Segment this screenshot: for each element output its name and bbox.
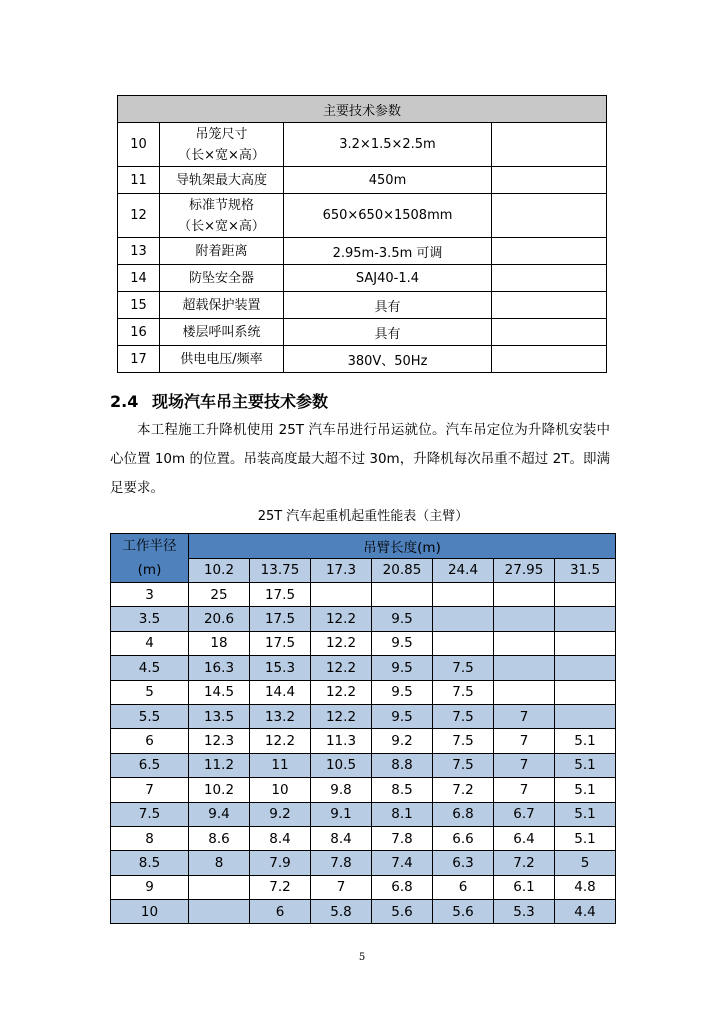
load-cell: 9.2 (372, 729, 433, 753)
load-cell: 7 (494, 753, 555, 777)
boom-length-cell: 27.95 (494, 558, 555, 583)
load-cell: 7 (494, 778, 555, 802)
spec-no: 16 (118, 319, 160, 346)
load-row (111, 704, 616, 728)
boom-length-cell: 17.3 (311, 558, 372, 583)
load-cell: 25 (189, 583, 250, 607)
spec-value: 650×650×1508mm (284, 194, 492, 238)
load-cell: 9.5 (372, 607, 433, 631)
load-cell: 10 (250, 778, 311, 802)
spec-name-line1: 供电电压/频率 (180, 351, 263, 367)
boom-length-header: 吊臂长度(m) (189, 534, 616, 559)
radius-cell: 7 (111, 778, 189, 802)
spec-extra (492, 265, 607, 292)
radius-header (111, 534, 189, 583)
load-cell: 7.5 (433, 704, 494, 728)
spec-extra (492, 194, 607, 238)
spec-row (118, 167, 607, 194)
spec-extra (492, 346, 607, 373)
load-cell: 7.2 (250, 875, 311, 899)
spec-name-line2: （长×宽×高） (178, 147, 265, 163)
radius-cell: 7.5 (111, 802, 189, 826)
spec-name-line1: 导轨架最大高度 (175, 172, 267, 188)
spec-name-line1: 附着距离 (195, 243, 248, 259)
load-cell: 9.1 (311, 802, 372, 826)
spec-row (118, 346, 607, 373)
radius-cell: 10 (111, 900, 189, 924)
spec-name-line2: （长×宽×高） (178, 218, 265, 234)
load-cell: 11.3 (311, 729, 372, 753)
load-cell: 7.2 (494, 851, 555, 875)
load-cell: 14.5 (189, 680, 250, 704)
spec-name (160, 123, 284, 167)
boom-length-cell: 31.5 (555, 558, 616, 583)
spec-name (160, 194, 284, 238)
spec-value: 380V、50Hz (284, 346, 492, 373)
spec-row (118, 319, 607, 346)
load-cell: 4.8 (555, 875, 616, 899)
spec-extra (492, 238, 607, 265)
load-cell: 9.5 (372, 656, 433, 680)
load-cell (555, 680, 616, 704)
boom-length-cell: 24.4 (433, 558, 494, 583)
load-cell: 14.4 (250, 680, 311, 704)
spec-value: 450m (284, 167, 492, 194)
load-row (111, 900, 616, 924)
spec-no: 10 (118, 123, 160, 167)
load-cell: 9.5 (372, 680, 433, 704)
load-cell: 7.5 (433, 729, 494, 753)
load-cell: 12.2 (311, 607, 372, 631)
spec-value: 具有 (284, 292, 492, 319)
spec-name (160, 346, 284, 373)
load-cell (494, 631, 555, 655)
radius-cell: 6.5 (111, 753, 189, 777)
load-row (111, 826, 616, 850)
load-cell: 7 (494, 729, 555, 753)
spec-value: SAJ40-1.4 (284, 265, 492, 292)
load-cell: 20.6 (189, 607, 250, 631)
load-cell: 5 (555, 851, 616, 875)
load-row (111, 729, 616, 753)
load-cell: 7.5 (433, 753, 494, 777)
spec-extra (492, 167, 607, 194)
load-cell: 6.8 (372, 875, 433, 899)
boom-length-cell: 13.75 (250, 558, 311, 583)
load-cell: 12.2 (311, 656, 372, 680)
load-cell: 13.2 (250, 704, 311, 728)
load-cell: 4.4 (555, 900, 616, 924)
boom-length-cell: 10.2 (189, 558, 250, 583)
load-cell: 8.4 (250, 826, 311, 850)
spec-extra (492, 292, 607, 319)
section-heading (110, 389, 328, 412)
load-cell: 8.5 (372, 778, 433, 802)
spec-name-line1: 超载保护装置 (182, 297, 261, 313)
load-cell: 5.1 (555, 802, 616, 826)
radius-header-label: 工作半径 (122, 538, 177, 554)
radius-header-unit: (m) (137, 562, 162, 578)
load-cell (555, 704, 616, 728)
load-cell: 6 (433, 875, 494, 899)
spec-name (160, 238, 284, 265)
load-row (111, 680, 616, 704)
radius-cell: 6 (111, 729, 189, 753)
load-row (111, 656, 616, 680)
load-row (111, 753, 616, 777)
load-cell: 8.8 (372, 753, 433, 777)
load-cell: 12.2 (311, 680, 372, 704)
load-cell: 12.2 (311, 704, 372, 728)
load-cell: 6.7 (494, 802, 555, 826)
load-cell (433, 631, 494, 655)
spec-name-line1: 标准节规格 (188, 197, 254, 213)
radius-cell: 4.5 (111, 656, 189, 680)
boom-length-cell: 20.85 (372, 558, 433, 583)
radius-cell: 5.5 (111, 704, 189, 728)
spec-value: 3.2×1.5×2.5m (284, 123, 492, 167)
load-cell: 6.3 (433, 851, 494, 875)
load-row (111, 583, 616, 607)
spec-no: 12 (118, 194, 160, 238)
load-cell: 6.4 (494, 826, 555, 850)
load-cell (311, 583, 372, 607)
load-cell: 17.5 (250, 607, 311, 631)
load-cell (494, 607, 555, 631)
load-row (111, 851, 616, 875)
load-cell: 17.5 (250, 631, 311, 655)
load-cell: 8.4 (311, 826, 372, 850)
load-cell: 7.8 (311, 851, 372, 875)
spec-extra (492, 123, 607, 167)
spec-no: 13 (118, 238, 160, 265)
load-cell: 18 (189, 631, 250, 655)
load-cell: 7.4 (372, 851, 433, 875)
load-cell (555, 656, 616, 680)
load-cell: 7.5 (433, 656, 494, 680)
load-cell: 6.6 (433, 826, 494, 850)
load-cell: 5.1 (555, 729, 616, 753)
load-cell (494, 583, 555, 607)
radius-cell: 8.5 (111, 851, 189, 875)
load-cell (555, 607, 616, 631)
spec-name (160, 265, 284, 292)
radius-cell: 9 (111, 875, 189, 899)
load-cell: 7.8 (372, 826, 433, 850)
table-caption: 25T 汽车起重机起重性能表（主臂） (257, 509, 469, 524)
radius-cell: 3 (111, 583, 189, 607)
load-cell: 9.5 (372, 704, 433, 728)
load-cell: 6 (250, 900, 311, 924)
spec-value: 具有 (284, 319, 492, 346)
load-cell: 5.1 (555, 778, 616, 802)
load-cell (433, 583, 494, 607)
spec-no: 14 (118, 265, 160, 292)
load-cell: 11.2 (189, 753, 250, 777)
radius-cell: 3.5 (111, 607, 189, 631)
spec-no: 17 (118, 346, 160, 373)
load-cell (433, 607, 494, 631)
spec-name-line1: 防坠安全器 (188, 270, 254, 286)
load-cell: 9.5 (372, 631, 433, 655)
load-cell: 7 (311, 875, 372, 899)
spec-name (160, 319, 284, 346)
section-title: 现场汽车吊主要技术参数 (152, 392, 329, 411)
load-cell: 10.5 (311, 753, 372, 777)
spec-name-line1: 吊笼尺寸 (195, 126, 248, 142)
load-cell: 9.2 (250, 802, 311, 826)
load-cell (189, 900, 250, 924)
load-cell: 6.1 (494, 875, 555, 899)
load-row (111, 607, 616, 631)
load-cell (372, 583, 433, 607)
intro-paragraph: 本工程施工升降机使用 25T 汽车吊进行吊运就位。汽车吊定位为升降机安装中心位置 10m 的位置。吊装高度最大超不过 30m，升降机每次吊重不超过 2T。即满足要求。 (110, 422, 610, 496)
load-cell: 6.8 (433, 802, 494, 826)
page-number: 5 (358, 952, 366, 963)
load-cell: 7.5 (433, 680, 494, 704)
load-cell: 5.6 (433, 900, 494, 924)
spec-value: 2.95m-3.5m 可调 (284, 238, 492, 265)
load-row (111, 802, 616, 826)
load-row (111, 631, 616, 655)
spec-name-line1: 楼层呼叫系统 (182, 324, 261, 340)
load-row (111, 875, 616, 899)
radius-cell: 5 (111, 680, 189, 704)
load-cell: 13.5 (189, 704, 250, 728)
load-cell: 7 (494, 704, 555, 728)
load-cell: 9.4 (189, 802, 250, 826)
load-cell: 10.2 (189, 778, 250, 802)
crane-load-table (110, 533, 616, 924)
spec-row (118, 194, 607, 238)
load-cell: 5.8 (311, 900, 372, 924)
load-cell: 17.5 (250, 583, 311, 607)
spec-row (118, 265, 607, 292)
load-cell (189, 875, 250, 899)
spec-extra (492, 319, 607, 346)
load-cell (494, 680, 555, 704)
load-cell: 9.8 (311, 778, 372, 802)
spec-row (118, 123, 607, 167)
load-cell (555, 631, 616, 655)
load-cell: 12.2 (250, 729, 311, 753)
spec-table-header: 主要技术参数 (118, 96, 607, 123)
load-cell: 7.2 (433, 778, 494, 802)
load-cell (494, 656, 555, 680)
section-number: 2.4 (110, 392, 139, 411)
load-row (111, 778, 616, 802)
spec-name (160, 292, 284, 319)
spec-row (118, 238, 607, 265)
load-cell: 15.3 (250, 656, 311, 680)
load-cell: 12.3 (189, 729, 250, 753)
load-cell: 8.1 (372, 802, 433, 826)
load-cell: 5.1 (555, 753, 616, 777)
load-cell (555, 583, 616, 607)
radius-cell: 8 (111, 826, 189, 850)
load-cell: 5.3 (494, 900, 555, 924)
spec-table (117, 95, 607, 373)
load-cell: 5.1 (555, 826, 616, 850)
load-cell: 5.6 (372, 900, 433, 924)
load-cell: 7.9 (250, 851, 311, 875)
spec-row (118, 292, 607, 319)
spec-no: 11 (118, 167, 160, 194)
spec-no: 15 (118, 292, 160, 319)
load-cell: 16.3 (189, 656, 250, 680)
radius-cell: 4 (111, 631, 189, 655)
load-cell: 11 (250, 753, 311, 777)
spec-name (160, 167, 284, 194)
load-cell: 8.6 (189, 826, 250, 850)
load-cell: 12.2 (311, 631, 372, 655)
load-cell: 8 (189, 851, 250, 875)
